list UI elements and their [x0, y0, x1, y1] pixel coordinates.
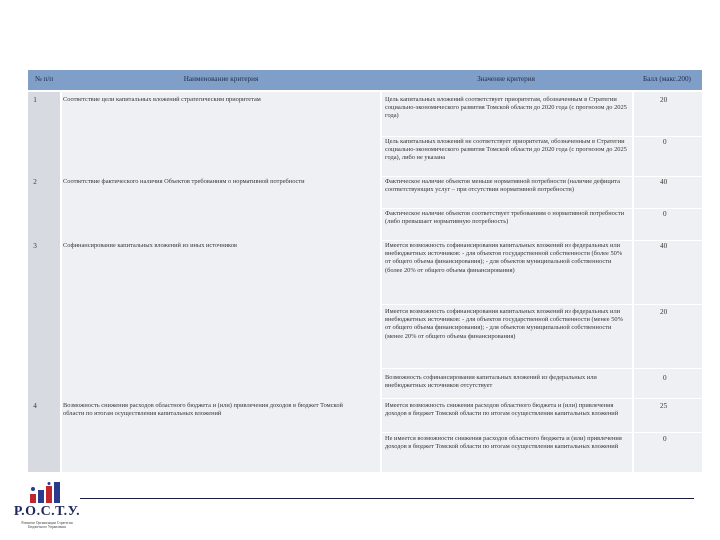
row-separator — [382, 368, 702, 369]
row-3-score-2: 20 — [660, 308, 668, 316]
header-name: Наименование критерия — [60, 75, 382, 83]
row-1-score-2: 0 — [663, 138, 667, 146]
logo-title: Р.О.С.Т.У. — [13, 504, 81, 519]
row-3-value-2: Имеется возможность софинансирования капитальных вложений из федеральных или внебюджетных источников: - для объектов государственной собственности (менее 50% от общего объема финансирования); - для объектов муниципальной собственности (менее 20% от общего объема финансирования) — [385, 308, 623, 340]
row-3-score-1: 40 — [660, 242, 668, 250]
logo-bars-icon — [28, 482, 68, 504]
row-separator — [382, 398, 702, 399]
row-3-value-1: Имеется возможность софинансирования капитальных вложений из федеральных или внебюджетных источников: - для объектов государственной собственности (более 50% от общего объема финансирования); - для объектов муниципальной собственности (более 20% от общего объема финансирования) — [385, 242, 623, 274]
row-4-score-1: 25 — [660, 402, 668, 410]
num-column — [28, 92, 60, 472]
row-1-value-2: Цель капитальных вложений не соответствует приоритетам, обозначенным в Стратегии социально-экономического развития Томской области до 2020 года (с прогнозом до 2025 года), либо не указана — [385, 138, 627, 162]
row-2-value-2: Фактическое наличие объектов соответствует требованиям о нормативной потребности (либо превышает нормативную потребность) — [385, 210, 625, 226]
row-2-num: 2 — [33, 178, 37, 186]
row-separator — [382, 240, 702, 241]
row-3-score-3: 0 — [663, 374, 667, 382]
row-4-name: Возможность снижения расходов областного бюджета и (или) привлечения доходов в бюджет Томской области по итогам осуществления капитальных вложений — [63, 402, 343, 418]
row-2-score-1: 40 — [660, 178, 668, 186]
row-4-score-2: 0 — [663, 435, 667, 443]
row-4-value-1: Имеется возможность снижения расходов областного бюджета и (или) привлечения доходов в бюджет Томской области по итогам осуществления капитальных вложений — [385, 402, 619, 418]
row-1-num: 1 — [33, 96, 37, 104]
row-separator — [382, 136, 702, 137]
row-1-score-1: 20 — [660, 96, 668, 104]
logo — [8, 482, 84, 538]
header-score: Балл (макс.200) — [632, 75, 702, 83]
row-separator — [382, 304, 702, 305]
row-2-value-1: Фактическое наличие объектов меньше нормативной потребности (наличие дефицита соответствующих услуг – при отсутствии нормативной потребности) — [385, 178, 620, 194]
header-value: Значение критерия — [382, 75, 630, 83]
row-2-name: Соответствие фактического наличия Объектов требованиям о нормативной потребности — [63, 178, 305, 185]
footer-divider — [80, 498, 694, 499]
score-column — [634, 92, 702, 472]
row-1-name: Соответствие цели капитальных вложений стратегическим приоритетам — [63, 96, 261, 103]
logo-subtitle: Развитие Организации Стратегии Бюджетного Управления — [21, 521, 73, 530]
row-separator — [382, 432, 702, 433]
row-1-value-1: Цель капитальных вложений соответствует приоритетам, обозначенным в Стратегии социально-экономического развития Томской области до 2020 года (с прогнозом до 2025 года) — [385, 96, 627, 120]
row-4-num: 4 — [33, 402, 37, 410]
row-separator — [382, 176, 702, 177]
row-4-value-2: Не имеется возможности снижения расходов областного бюджета и (или) привлечения доходов в бюджет Томской области по итогам осуществления капитальных вложений — [385, 435, 622, 451]
row-3-value-3: Возможность софинансирования капитальных вложений из федеральных или внебюджетных источников отсутствует — [385, 374, 597, 390]
row-3-name: Софинансирование капитальных вложений из иных источников — [63, 242, 238, 249]
row-separator — [382, 208, 702, 209]
header-num: № п/п — [28, 75, 60, 83]
row-2-score-2: 0 — [663, 210, 667, 218]
row-3-num: 3 — [33, 242, 37, 250]
